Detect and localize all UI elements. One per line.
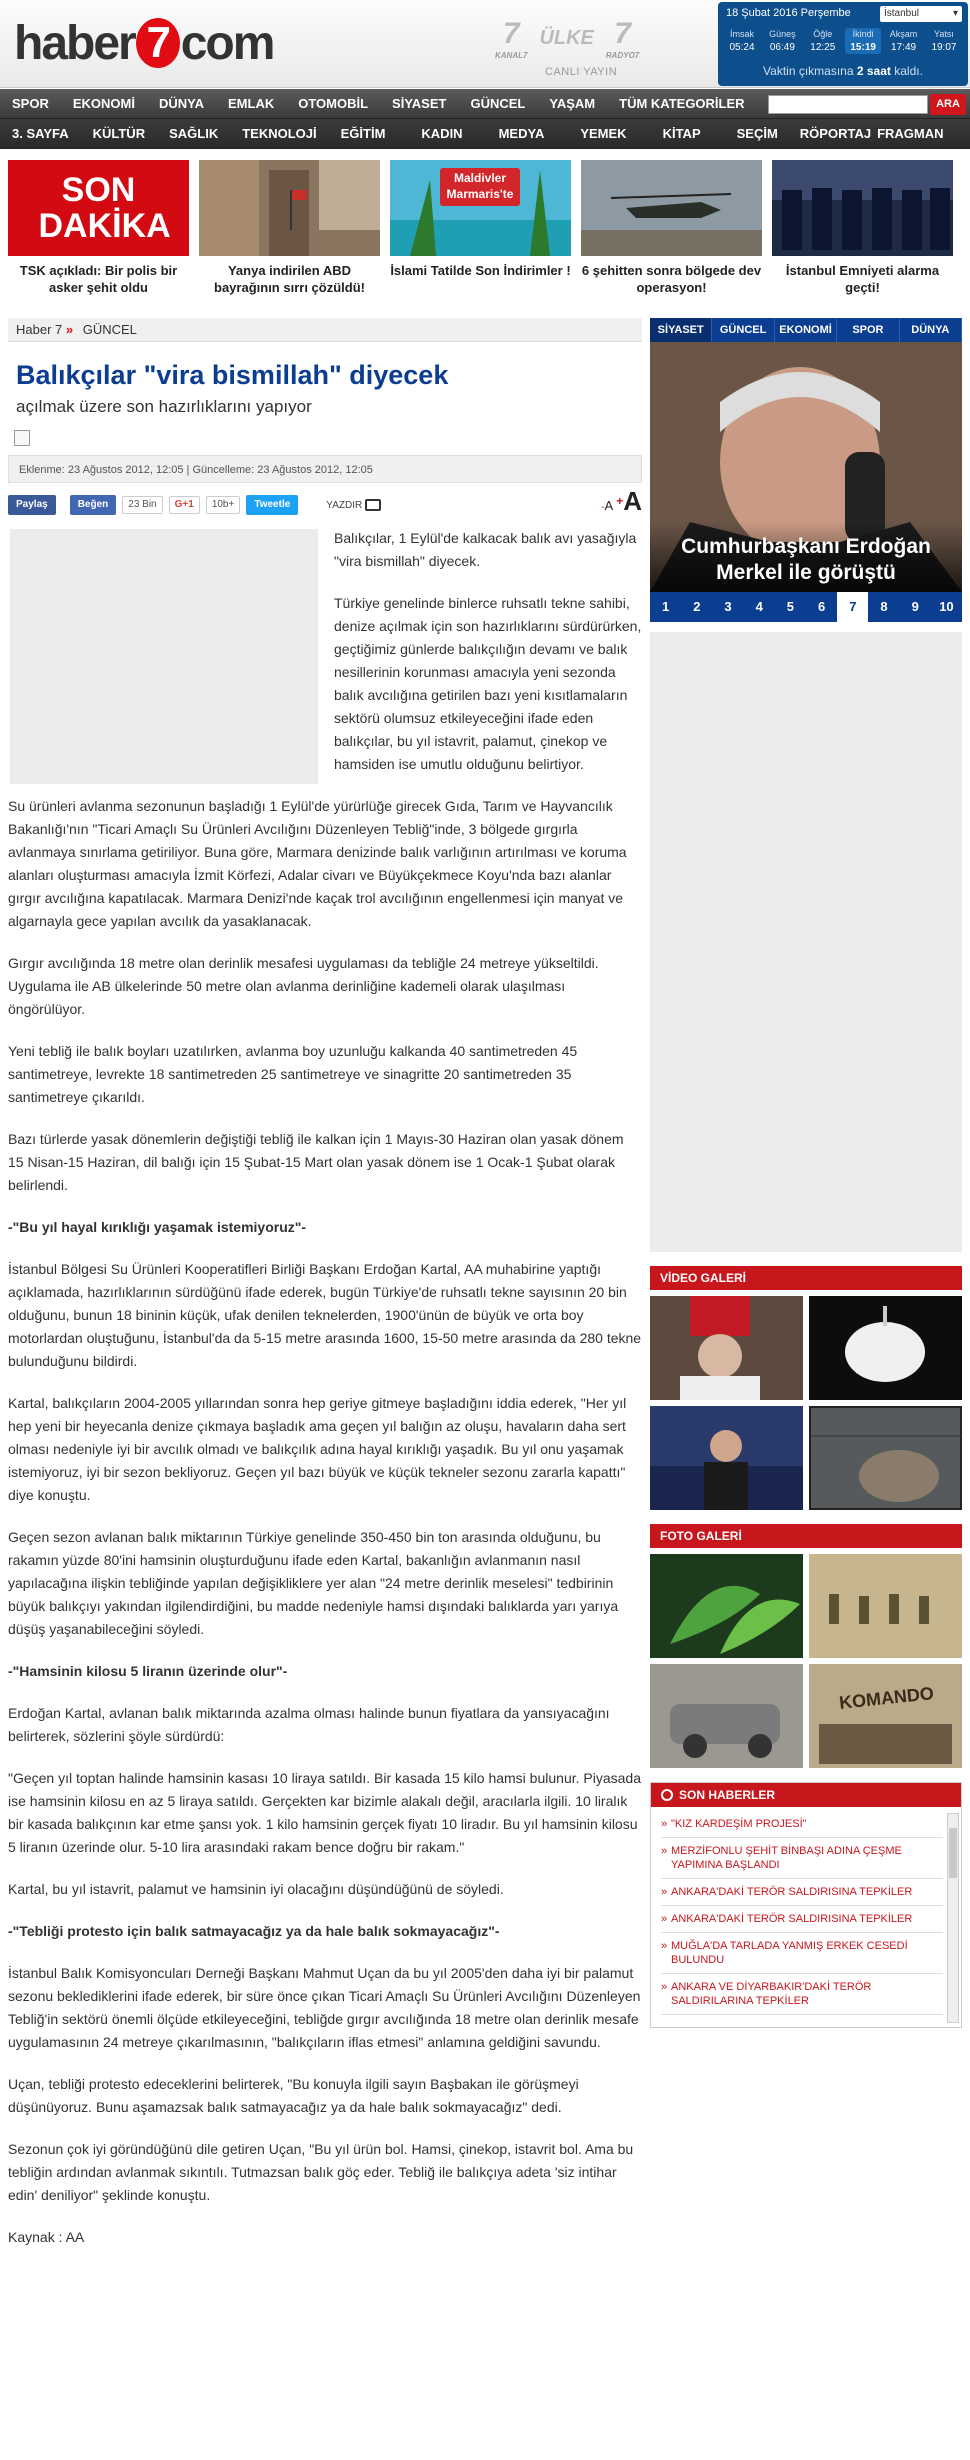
gplus-button[interactable]: G+1 [169, 496, 200, 514]
photo-thumb[interactable] [809, 1664, 962, 1768]
ad-placeholder [10, 529, 318, 784]
pager-item[interactable]: 10 [939, 599, 954, 614]
nav-item-yemek[interactable]: YEMEK [580, 126, 627, 141]
prayer-time: Güneş 06:49 [769, 29, 796, 53]
news-slider[interactable] [650, 342, 962, 592]
news-item[interactable]: » MERZİFONLU ŞEHİT BİNBAŞI ADINA ÇEŞME YAPIMINA BAŞLANDI [661, 1838, 943, 1879]
nav-item-saglik[interactable]: SAĞLIK [169, 126, 219, 141]
slider-caption: Cumhurbaşkanı Erdoğan Merkel ile görüştü [650, 522, 962, 592]
video-thumb[interactable] [650, 1406, 803, 1510]
live-stream-link[interactable]: CANLI YAYIN [545, 66, 618, 78]
photo-thumb[interactable] [650, 1664, 803, 1768]
print-button[interactable]: YAZDIR [326, 499, 381, 511]
slider-pager [650, 592, 962, 622]
video-thumb[interactable] [809, 1406, 962, 1510]
headline-image [199, 160, 380, 256]
ad-placeholder [650, 632, 962, 1252]
latest-news-header[interactable]: SON HABERLER [651, 1783, 961, 1807]
news-item[interactable]: » "KIZ KARDEŞİM PROJESİ" [661, 1811, 943, 1838]
video-thumb[interactable] [809, 1296, 962, 1400]
headline-caption: İslami Tatilde Son İndirimler ! [390, 263, 571, 278]
photo-gallery-header[interactable]: FOTO GALERİ [650, 1524, 962, 1548]
channel-ulke[interactable]: ÜLKE [539, 26, 594, 49]
headline-caption: 6 şehitten sonra bölgede dev operasyon! [581, 263, 762, 295]
site-logo[interactable] [14, 18, 273, 68]
like-count: 23 Bin [122, 496, 162, 514]
secondary-nav [0, 119, 970, 149]
nav-item-kadin[interactable]: KADIN [421, 126, 463, 141]
font-increase-button[interactable]: +A [616, 486, 642, 516]
headline-caption: Yanya indirilen ABD bayrağının sırrı çözüldü! [214, 263, 365, 295]
nav-item-dunya[interactable]: DÜNYA [158, 96, 204, 111]
pager-item-active[interactable]: 7 [837, 592, 868, 622]
news-item[interactable]: » ANKARA VE DİYARBAKIR'DAKİ TERÖR SALDIRILARINA TEPKİLER [661, 1974, 943, 2015]
headline-image [772, 160, 953, 256]
video-gallery-header[interactable]: VİDEO GALERİ [650, 1266, 962, 1290]
headline-strip [8, 160, 963, 306]
article-subheading: -"Hamsinin kilosu 5 liranın üzerinde olur"- [8, 1663, 288, 1679]
news-item[interactable]: » MUĞLA'DA TARLADA YANMIŞ ERKEK CESEDİ BULUNDU [661, 1933, 943, 1974]
article-source: Kaynak : AA [8, 2229, 85, 2245]
article-subheading: -"Tebliği protesto için balık satmayacağız ya da hale balık sokmayacağız"- [8, 1923, 500, 1939]
article-paragraph: Uçan, tebliği protesto edeceklerini belirterek, "Bu konuyla ilgili sayın Başbakan ile görüşmeyi düşünüyoruz. Bunu aşamazsak balık satmayacağız ya da hale balık sokmayacağız" dedi. [8, 2076, 579, 2115]
video-thumb[interactable] [650, 1296, 803, 1400]
article-paragraph: Yeni tebliğ ile balık boyları uzatılırken, avlanma boy uzunluğu kalkanda 40 santimetreden 45 santimetreye, levrekte 18 santimetreden 25 santimetreye ve sinagritte 20 santimetreden 35 santimetreye çıkarıldı. [8, 1043, 578, 1105]
prayer-time: İmsak 05:24 [729, 29, 755, 53]
logo-seven: 7 [136, 18, 180, 68]
site-header [0, 0, 970, 88]
nav-item-teknoloji[interactable]: TEKNOLOJİ [242, 126, 317, 141]
breadcrumb-separator: » [65, 322, 74, 337]
nav-item-guncel[interactable]: GÜNCEL [470, 96, 526, 111]
tab-siyaset[interactable]: SİYASET [650, 318, 712, 342]
article-paragraph: Türkiye genelinde binlerce ruhsatlı tekne sahibi, denize açılmak için son hazırlıklarını sürdürürken, geçtiğimiz günlerde balıkçılığın devamı ve balık nesillerinin korunması amacıyla yeni sezonda balık avcılığına getirilen bazı yeni kısıtlamaların sektörü olumsuz etkileyeceğini ifade eden balıkçılar, bu yıl istavrit, palamut, çinekop ve hamsiden ise umutlu olduğunu belirtiyor. [334, 595, 642, 772]
nav-item-emlak[interactable]: EMLAK [228, 96, 275, 111]
headline-image [390, 160, 571, 256]
main-nav [0, 89, 970, 119]
search-button[interactable]: ARA [930, 94, 966, 115]
prayer-time: Akşam 17:49 [889, 29, 918, 53]
prayer-time-current: İkindi 15:19 [845, 28, 881, 54]
headline-image-text: Maldivler Marmaris'te [446, 171, 514, 201]
logo-text: haber [14, 16, 135, 70]
headline-card[interactable] [8, 160, 189, 306]
nav-item-siyaset[interactable]: SİYASET [392, 96, 447, 111]
nav-item-3-sayfa[interactable]: 3. SAYFA [12, 126, 69, 141]
breadcrumb-home[interactable]: Haber 7 [16, 322, 63, 337]
article-paragraph: Bazı türlerde yasak dönemlerin değiştiği tebliğ ile kalkan için 1 Mayıs-30 Haziran olan yasak dönem 15 Nisan-15 Haziran, dil balığı için 15 Şubat-15 Mart olan yasak dönem ise 1 Ocak-1 Şubat olarak belirlendi. [8, 1131, 624, 1193]
article-paragraph: İstanbul Balık Komisyoncuları Derneği Başkanı Mahmut Uçan da bu yıl 2005'den daha iyi bir palamut sezonu beklediklerini ifade ederek, bir süre önce çıkan Ticari Amaçlı Su Ürünleri Avcılığını Düzenleyen Tebliğ'in sektörü önemli ölçüde etkileyeceğini, tebliğde gırgır avcılığında 18 metre olan derinlik mesafe uygulamasının 24 metreye çıkarılmasının, "balıkçıların iflas etmesi" anlamına geldiğini savundu. [8, 1965, 641, 2050]
nav-item-tum-kategoriler[interactable]: TÜM KATEGORİLER [619, 96, 745, 111]
scrollbar-thumb[interactable] [949, 1828, 957, 1878]
article-paragraph: İstanbul Bölgesi Su Ürünleri Kooperatifleri Birliği Başkanı Erdoğan Kartal, AA muhabirine yaptığı açıklamada, hazırlıklarının sürdüğünü ifade ederek, bugün Türkiye'de ruhsatlı tekne sayısının 20 bin olduğunu, bunun 18 bininin küçük, ufak denilen teknelerden, 1900'ünün de büyük ve orta boy motorlardan oluştuğunu, İstanbul'da da 5-15 metre arasında 1600, 15-50 metre arasında da 280 tekne bulunduğunu bildirdi. [8, 1261, 642, 1369]
pager-item[interactable]: 4 [755, 599, 763, 614]
pager-item[interactable]: 3 [724, 599, 732, 614]
nav-item-kultur[interactable]: KÜLTÜR [92, 126, 146, 141]
tab-spor[interactable]: SPOR [837, 318, 899, 342]
headline-card[interactable] [772, 160, 953, 306]
breadcrumb-section[interactable]: GÜNCEL [82, 322, 137, 337]
headline-card[interactable] [199, 160, 380, 306]
tab-dunya[interactable]: DÜNYA [900, 318, 962, 342]
latest-news [650, 1782, 962, 2028]
photo-thumb[interactable] [809, 1554, 962, 1658]
article-subheading: -"Bu yıl hayal kırıklığı yaşamak istemiyoruz"- [8, 1219, 307, 1235]
facebook-like-button[interactable]: Beğen [70, 495, 117, 515]
photo-thumb-text: KOMANDO [838, 1683, 935, 1713]
category-tabs [650, 318, 962, 342]
pager-item[interactable]: 9 [911, 599, 919, 614]
live-icon [661, 1789, 673, 1801]
nav-item-secim[interactable]: SEÇİM [736, 126, 778, 141]
nav-item-ekonomi[interactable]: EKONOMİ [72, 96, 135, 111]
article-body [8, 527, 642, 2249]
nav-item-egitim[interactable]: EĞİTİM [340, 126, 386, 141]
tab-guncel[interactable]: GÜNCEL [712, 318, 774, 342]
tweet-button[interactable]: Tweetle [246, 495, 298, 515]
pager-item[interactable]: 6 [818, 599, 826, 614]
nav-item-yasam[interactable]: YAŞAM [549, 96, 596, 111]
breadcrumb [8, 318, 642, 342]
pager-item[interactable]: 2 [693, 599, 701, 614]
font-decrease-button[interactable]: -A [601, 498, 614, 513]
prayer-date: 18 Şubat 2016 Perşembe [726, 7, 851, 19]
video-gallery [650, 1296, 962, 1510]
article-paragraph: Erdoğan Kartal, avlanan balık miktarında azalma olması halinde bunun fiyatlara da yansıyacağını belirterek, sözlerini şöyle sürdürdü: [8, 1705, 610, 1744]
search-input[interactable] [768, 95, 928, 114]
nav-item-fragman[interactable]: FRAGMAN [877, 126, 944, 141]
article-paragraph: "Geçen yıl toptan halinde hamsinin kasası 10 liraya satıldı. Bir kasada 15 kilo hamsi bulunur. Piyasada ise hamsinin kilosu en az 5 liraya satıldı. Gerçekten kar bizimle alakalı değil, aracılarla ilgili. 10 liralık bir kasada balıkçının kar etme şansı yok. 1 kilo hamsinin gerçek fiyatı 10 liradır. Bu yıl hamsinin kilosu 5 liranın üzerinde olur. 5-10 lira arasındaki rakam bence doğru bir rakam." [8, 1770, 641, 1855]
facebook-share-button[interactable]: Paylaş [8, 495, 56, 515]
article-paragraph: Kartal, balıkçıların 2004-2005 yıllarından sonra hep geriye gitmeye başladığını iddia ederek, "Her yıl hep yeni bir heyecanla denize çıkmaya başladık ama geçen yıl balığın az oluşu, havaların daha sert olması nedeniyle iyi bir avcılık olmadı ve balıkçılık adına hayal kırıklığı yaşadık. Bu yıl onu yaşamak istemiyoruz, iyi bir sezon bekliyoruz. Geçen yıl bazı büyük ve küçük tekneler sezonu zararla kapattı" diye konuştu. [8, 1395, 627, 1503]
prayer-time: Öğle 12:25 [810, 29, 836, 53]
broken-image-icon [14, 430, 30, 446]
channel-radyo7[interactable]: 7 RADYO7 [605, 16, 640, 60]
article-paragraph: Sezonun çok iyi göründüğünü dile getiren Uçan, "Bu yıl ürün bol. Hamsi, çinekop, istavrit bol. Ama bu tebliğin ardından avlanmak sıkıntılı. Tutmazsan balık göç eder. Tebliğ ile balıkçıya adeta 'siz intihar edin' deniliyor" şeklinde konuştu. [8, 2141, 634, 2203]
photo-gallery [650, 1554, 962, 1768]
nav-item-spor[interactable]: SPOR [12, 96, 49, 111]
page-subtitle: açılmak üzere son hazırlıklarını yapıyor [16, 397, 312, 416]
nav-item-roportaj[interactable]: RÖPORTAJ [799, 126, 872, 141]
photo-thumb[interactable] [650, 1554, 803, 1658]
news-item[interactable]: » ANKARA'DAKİ TERÖR SALDIRISINA TEPKİLER [661, 1906, 943, 1933]
printer-icon [365, 499, 381, 511]
article-column [8, 318, 642, 2268]
font-size-controls [601, 486, 642, 516]
headline-caption: İstanbul Emniyeti alarma geçti! [785, 263, 940, 295]
pager-item[interactable]: 1 [661, 599, 670, 614]
prayer-time: Yatsı 19:07 [931, 29, 957, 53]
headline-caption: TSK açıkladı: Bir polis bir asker şehit oldu [19, 263, 178, 295]
nav-item-kitap[interactable]: KİTAP [662, 126, 701, 141]
article-paragraph: Gırgır avcılığında 18 metre olan derinlik mesafesi uygulaması da tebliğle 24 metreye yükseltildi. Uygulama ile AB ülkelerinde 50 metre olan avlanma derinliğine kademeli olarak ulaşılması öngörülüyor. [8, 955, 599, 1017]
city-select[interactable]: İstanbul ▾ [880, 6, 962, 22]
nav-item-medya[interactable]: MEDYA [498, 126, 545, 141]
article-paragraph: Balıkçılar, 1 Eylül'de kalkacak balık avı yasağıyla "vira bismillah" diyecek. [334, 530, 637, 569]
gplus-count: 10b+ [206, 496, 241, 514]
logo-domain: com [180, 16, 274, 70]
article-paragraph: Su ürünleri avlanma sezonunun başladığı 1 Eylül'de yürürlüğe girecek Gıda, Tarım ve Hayvancılık Bakanlığı'nın "Ticari Amaçlı Su Ürünleri Avcılığını Düzenleyen Tebliğ"inde, 3 bölgede gırgırla avlanmaya sınırlama getiriliyor. Buna göre, Marmara denizinde balık varlığının artırılması ve koruma alanları oluşturması amacıyla İzmit Körfezi, Adalar civarı ve Büyükçekmece Koyu'nda bazı alanlar gırgır avcılığına kapatılacak. Marmara Denizi'nde kaçak trol avcılığının engellenmesi için manyat ve algarnayla gece yapılan avcılık da yasaklanacak. [8, 798, 627, 929]
pager-item[interactable]: 8 [880, 599, 888, 614]
article-paragraph: Kartal, bu yıl istavrit, palamut ve hamsinin iyi olacağını düşündüğünü de söyledi. [8, 1881, 504, 1897]
article-dates: Eklenme: 23 Ağustos 2012, 12:05 | Güncelleme: 23 Ağustos 2012, 12:05 [8, 455, 642, 483]
page-title: Balıkçılar "vira bismillah" diyecek [16, 360, 449, 390]
channel-links [495, 16, 695, 60]
prayer-times-list [724, 28, 962, 54]
headline-card[interactable] [390, 160, 571, 306]
headline-image [581, 160, 762, 256]
nav-item-otomobil[interactable]: OTOMOBİL [298, 96, 369, 111]
news-item[interactable]: » ANKARA'DAKİ TERÖR SALDIRISINA TEPKİLER [661, 1879, 943, 1906]
headline-card[interactable] [581, 160, 762, 306]
headline-image: SON DAKİKA [8, 160, 189, 256]
pager-item[interactable]: 5 [786, 599, 795, 614]
article-paragraph: Geçen sezon avlanan balık miktarının Türkiye genelinde 350-450 bin ton arasında olduğunu, bu rakamın yüzde 80'ini hamsinin oluşturduğunu ifade eden Kartal, bakanlığın avlanmanın nasıl yapılacağına ilişkin tebliğinde yapılan değişikliklere yer alan "24 metre derinlik meselesi" tedbirinin büyük balıkçıyı yakından ilgilendirdiğini, bu madde nedeniyle hamsi dışındaki balıklarda yarı yarıya düşüş yaşanabileceğini söyledi. [8, 1529, 619, 1637]
prayer-remaining: Vaktin çıkmasına 2 saat kaldı. [763, 64, 923, 78]
news-scrollbar[interactable] [947, 1813, 959, 2023]
prayer-times-widget [718, 2, 968, 86]
tab-ekonomi[interactable]: EKONOMİ [775, 318, 837, 342]
channel-kanal7[interactable]: 7 KANAL7 [495, 16, 528, 60]
sidebar [650, 318, 962, 2028]
share-bar [8, 486, 642, 517]
chevron-down-icon: ▾ [952, 8, 958, 19]
